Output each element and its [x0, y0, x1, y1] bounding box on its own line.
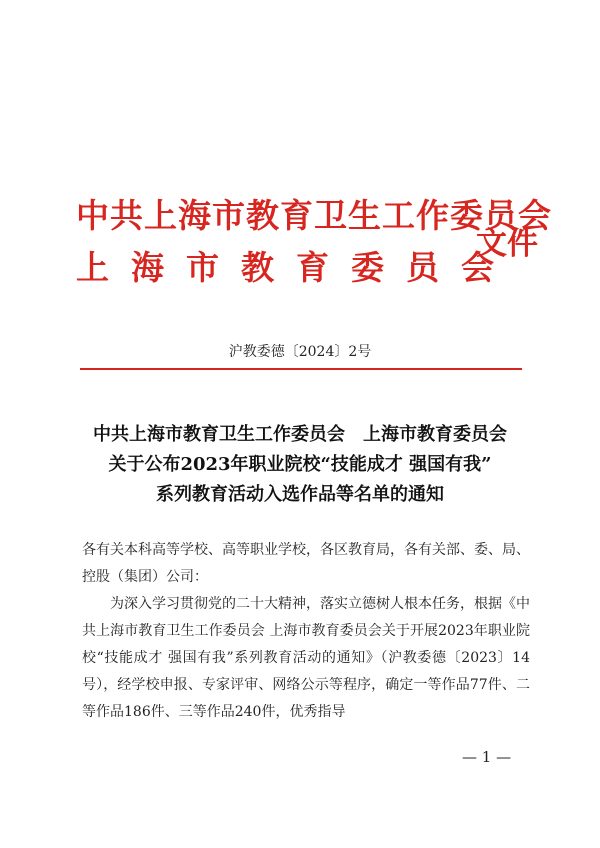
title-line-1: 中共上海市教育卫生工作委员会 上海市教育委员会	[93, 424, 507, 445]
red-divider-line	[80, 368, 522, 370]
title-line-3: 系列教育活动入选作品等名单的通知	[156, 484, 444, 505]
title-line-2: 关于公布2023年职业院校“技能成才 强国有我”	[108, 454, 492, 475]
addressees: 各有关本科高等学校、高等职业学校，各区教育局，各有关部、委、局、控股（集团）公司：	[82, 542, 530, 585]
body-paragraph: 为深入学习贯彻党的二十大精神，落实立德树人根本任务，根据《中共上海市教育卫生工作委员会 上海市教育委员会关于开展2023年职业院校“技能成才 强国有我”系列教育活动的通知》（沪教委德〔2023〕14号），经学校申报、专家评审、网络公示等程序，确定一等作品77件、二等作品186件、三等作品240件，优秀指导	[82, 596, 530, 720]
page-number: — 1 —	[462, 748, 512, 766]
document-title	[40, 420, 560, 510]
issuing-org-line-2: 上海市教育委员会	[76, 248, 516, 287]
document-number: 沪教委德〔2024〕2号	[228, 344, 372, 360]
issuing-org-line-1: 中共上海市教育卫生工作委员会	[76, 196, 552, 235]
document-body	[82, 537, 530, 726]
document-header	[76, 190, 552, 295]
document-type-label: 文件	[476, 226, 538, 262]
